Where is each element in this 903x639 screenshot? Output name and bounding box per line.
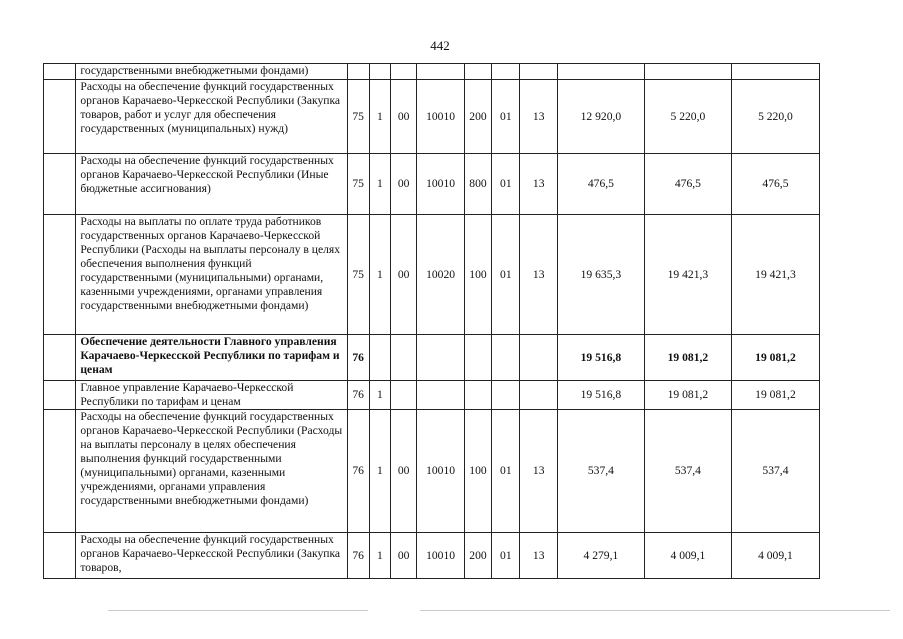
direction-cell: 10010 (417, 80, 465, 154)
amount-year-1-cell: 537,4 (557, 410, 644, 533)
section-cell: 75 (347, 80, 369, 154)
amount-year-2-cell: 476,5 (644, 154, 731, 215)
amount-year-1-cell: 19 516,8 (557, 381, 644, 410)
expense-type-cell (464, 64, 491, 80)
amount-year-2-cell: 4 009,1 (644, 533, 731, 579)
table-row (44, 533, 820, 579)
amount-year-2-cell: 5 220,0 (644, 80, 731, 154)
program-cell: 1 (369, 215, 390, 335)
row-number-cell (44, 410, 76, 533)
scan-artifact-line (420, 610, 890, 611)
amount-year-2-cell: 19 081,2 (644, 335, 731, 381)
subprogram-cell: 00 (391, 154, 417, 215)
direction-cell (417, 64, 465, 80)
amount-year-1-cell (557, 64, 644, 80)
subdivision-cell (520, 381, 557, 410)
section-cell: 76 (347, 381, 369, 410)
program-cell: 1 (369, 410, 390, 533)
description-cell: Расходы на обеспечение функций государственных органов Карачаево-Черкесской Республики (Закупка товаров, работ и услуг для обеспечения государственных (муниципальных) нужд) (76, 80, 347, 154)
table-row (44, 80, 820, 154)
expense-type-cell (464, 335, 491, 381)
division-cell: 01 (492, 533, 520, 579)
division-cell: 01 (492, 215, 520, 335)
scan-artifact-line (108, 610, 368, 611)
amount-year-2-cell: 537,4 (644, 410, 731, 533)
program-cell: 1 (369, 80, 390, 154)
subprogram-cell: 00 (391, 410, 417, 533)
table-row (44, 381, 820, 410)
amount-year-3-cell (731, 64, 819, 80)
subprogram-cell (391, 381, 417, 410)
expense-type-cell: 100 (464, 410, 491, 533)
direction-cell (417, 381, 465, 410)
section-cell (347, 64, 369, 80)
subprogram-cell: 00 (391, 80, 417, 154)
amount-year-3-cell: 537,4 (731, 410, 819, 533)
row-number-cell (44, 215, 76, 335)
description-cell: Главное управление Карачаево-Черкесской Республики по тарифам и ценам (76, 381, 347, 410)
amount-year-2-cell: 19 421,3 (644, 215, 731, 335)
program-cell (369, 335, 390, 381)
table-body (44, 64, 820, 579)
amount-year-3-cell: 19 421,3 (731, 215, 819, 335)
expense-type-cell: 200 (464, 533, 491, 579)
amount-year-3-cell: 476,5 (731, 154, 819, 215)
subprogram-cell (391, 64, 417, 80)
amount-year-1-cell: 12 920,0 (557, 80, 644, 154)
section-cell: 75 (347, 215, 369, 335)
program-cell: 1 (369, 154, 390, 215)
subdivision-cell: 13 (520, 410, 557, 533)
subprogram-cell: 00 (391, 215, 417, 335)
row-number-cell (44, 335, 76, 381)
direction-cell: 10020 (417, 215, 465, 335)
section-cell: 75 (347, 154, 369, 215)
amount-year-1-cell: 4 279,1 (557, 533, 644, 579)
amount-year-3-cell: 5 220,0 (731, 80, 819, 154)
budget-table (43, 63, 820, 579)
division-cell: 01 (492, 80, 520, 154)
amount-year-3-cell: 19 081,2 (731, 381, 819, 410)
page-number: 442 (430, 38, 450, 53)
division-cell (492, 335, 520, 381)
table-row (44, 64, 820, 80)
program-cell: 1 (369, 381, 390, 410)
program-cell (369, 64, 390, 80)
section-cell: 76 (347, 410, 369, 533)
table-row (44, 154, 820, 215)
amount-year-3-cell: 19 081,2 (731, 335, 819, 381)
amount-year-1-cell: 19 516,8 (557, 335, 644, 381)
subprogram-cell: 00 (391, 533, 417, 579)
description-cell: государственными внебюджетными фондами) (76, 64, 347, 80)
direction-cell: 10010 (417, 410, 465, 533)
direction-cell: 10010 (417, 154, 465, 215)
row-number-cell (44, 154, 76, 215)
section-cell: 76 (347, 335, 369, 381)
amount-year-3-cell: 4 009,1 (731, 533, 819, 579)
subdivision-cell: 13 (520, 154, 557, 215)
expense-type-cell: 200 (464, 80, 491, 154)
section-cell: 76 (347, 533, 369, 579)
subdivision-cell (520, 335, 557, 381)
amount-year-1-cell: 476,5 (557, 154, 644, 215)
description-cell: Расходы на обеспечение функций государственных органов Карачаево-Черкесской Республики (Иные бюджетные ассигнования) (76, 154, 347, 215)
row-number-cell (44, 381, 76, 410)
expense-type-cell (464, 381, 491, 410)
subdivision-cell: 13 (520, 533, 557, 579)
program-cell: 1 (369, 533, 390, 579)
row-number-cell (44, 80, 76, 154)
expense-type-cell: 800 (464, 154, 491, 215)
subdivision-cell: 13 (520, 80, 557, 154)
division-cell (492, 64, 520, 80)
amount-year-2-cell (644, 64, 731, 80)
table-row (44, 410, 820, 533)
direction-cell: 10010 (417, 533, 465, 579)
table-row (44, 215, 820, 335)
row-number-cell (44, 64, 76, 80)
row-number-cell (44, 533, 76, 579)
amount-year-2-cell: 19 081,2 (644, 381, 731, 410)
description-cell: Расходы на обеспечение функций государственных органов Карачаево-Черкесской Республики (Закупка товаров, (76, 533, 347, 579)
amount-year-1-cell: 19 635,3 (557, 215, 644, 335)
table-row (44, 335, 820, 381)
expense-type-cell: 100 (464, 215, 491, 335)
division-cell: 01 (492, 154, 520, 215)
subdivision-cell: 13 (520, 215, 557, 335)
direction-cell (417, 335, 465, 381)
subdivision-cell (520, 64, 557, 80)
description-cell: Расходы на выплаты по оплате труда работников государственных органов Карачаево-Черкесской Республики (Расходы на выплаты персоналу в целях обеспечения выполнения функций государственными (муниципальными) органами, казенными учреждениями, органами управления государственными внебюджетными фондами) (76, 215, 347, 335)
subprogram-cell (391, 335, 417, 381)
description-cell: Расходы на обеспечение функций государственных органов Карачаево-Черкесской Республики (Расходы на выплаты персоналу в целях обеспечения выполнения функций государственными (муниципальными) органами, казенными учреждениями, органами управления государственными внебюджетными фондами) (76, 410, 347, 533)
division-cell: 01 (492, 410, 520, 533)
division-cell (492, 381, 520, 410)
description-cell: Обеспечение деятельности Главного управления Карачаево-Черкесской Республики по тарифам и ценам (76, 335, 347, 381)
